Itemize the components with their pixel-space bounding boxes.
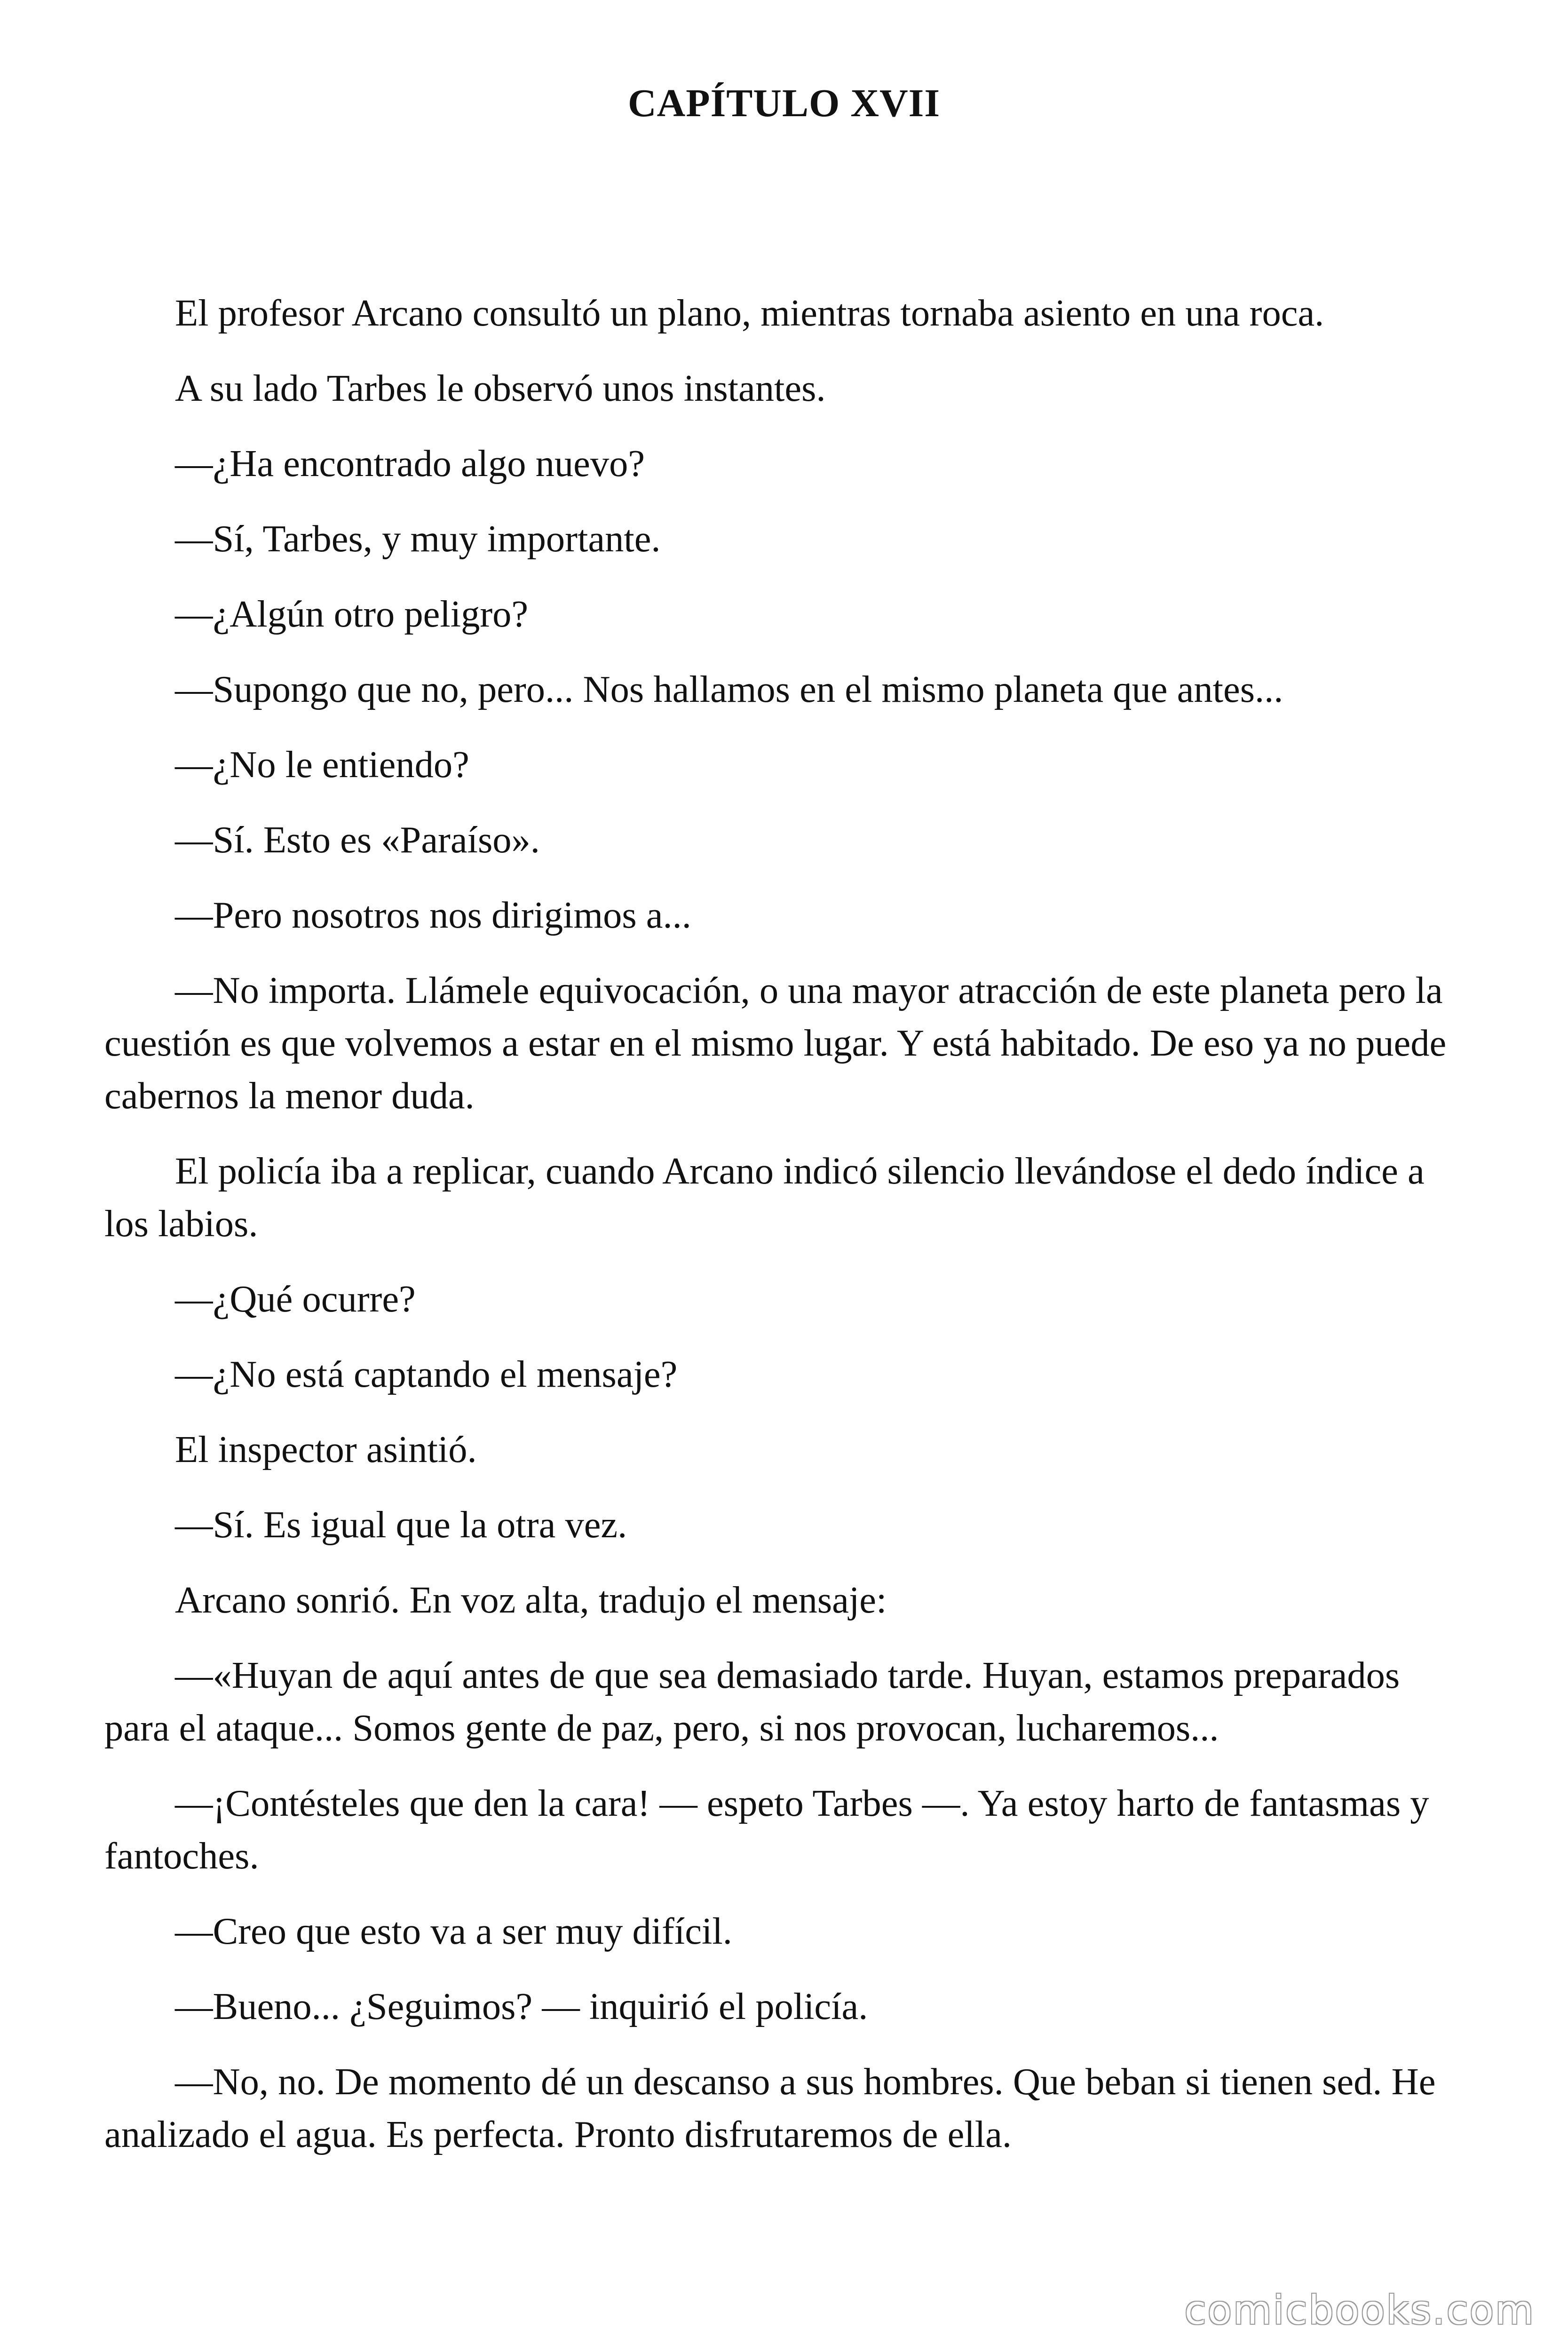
paragraph: —¿No está captando el mensaje? xyxy=(175,1353,678,1395)
paragraph: —¿No le entiendo? xyxy=(175,744,469,786)
paragraph: —Sí. Es igual que la otra vez. xyxy=(175,1504,627,1546)
paragraph: Arcano sonrió. En voz alta, tradujo el mensaje: xyxy=(175,1579,887,1621)
paragraph: El policía iba a replicar, cuando Arcano indicó silencio llevándose el dedo índice a los labios. xyxy=(104,1150,1425,1245)
paragraph: —Sí, Tarbes, y muy importante. xyxy=(175,518,661,560)
paragraph: —Creo que esto va a ser muy difícil. xyxy=(175,1910,732,1952)
paragraph: —¿Algún otro peligro? xyxy=(175,593,529,635)
paragraph: El inspector asintió. xyxy=(175,1429,477,1470)
paragraph: —No importa. Llámele equivocación, o una mayor atracción de este planeta pero la cuestión es que volvemos a estar en el mismo lugar. Y está habitado. De eso ya no puede cabernos la menor duda. xyxy=(104,969,1447,1117)
paragraph: El profesor Arcano consultó un plano, mientras tornaba asiento en una roca. xyxy=(175,292,1324,334)
paragraph: —Supongo que no, pero... Nos hallamos en el mismo planeta que antes... xyxy=(175,668,1283,710)
paragraph: A su lado Tarbes le observó unos instantes. xyxy=(175,367,826,409)
chapter-title: CAPÍTULO XVII xyxy=(627,81,941,125)
paragraph: —Pero nosotros nos dirigimos a... xyxy=(175,894,691,936)
paragraph: —No, no. De momento dé un descanso a sus hombres. Que beban si tienen sed. He analizado el agua. Es perfecta. Pronto disfrutaremos de ella. xyxy=(104,2061,1436,2155)
paragraph: —¡Contésteles que den la cara! — espeto Tarbes —. Ya estoy harto de fantasmas y fantoches. xyxy=(104,1782,1429,1877)
paragraph: —«Huyan de aquí antes de que sea demasiado tarde. Huyan, estamos preparados para el ataque... Somos gente de paz, pero, si nos provocan, lucharemos... xyxy=(104,1654,1400,1749)
paragraph: —¿Ha encontrado algo nuevo? xyxy=(175,443,645,485)
watermark: comicbooks.com xyxy=(1184,2287,1535,2333)
chapter-body xyxy=(104,287,1459,2184)
paragraph: —Bueno... ¿Seguimos? — inquirió el policía. xyxy=(175,1986,868,2027)
paragraph: —¿Qué ocurre? xyxy=(175,1278,416,1320)
paragraph: —Sí. Esto es «Paraíso». xyxy=(175,819,540,861)
